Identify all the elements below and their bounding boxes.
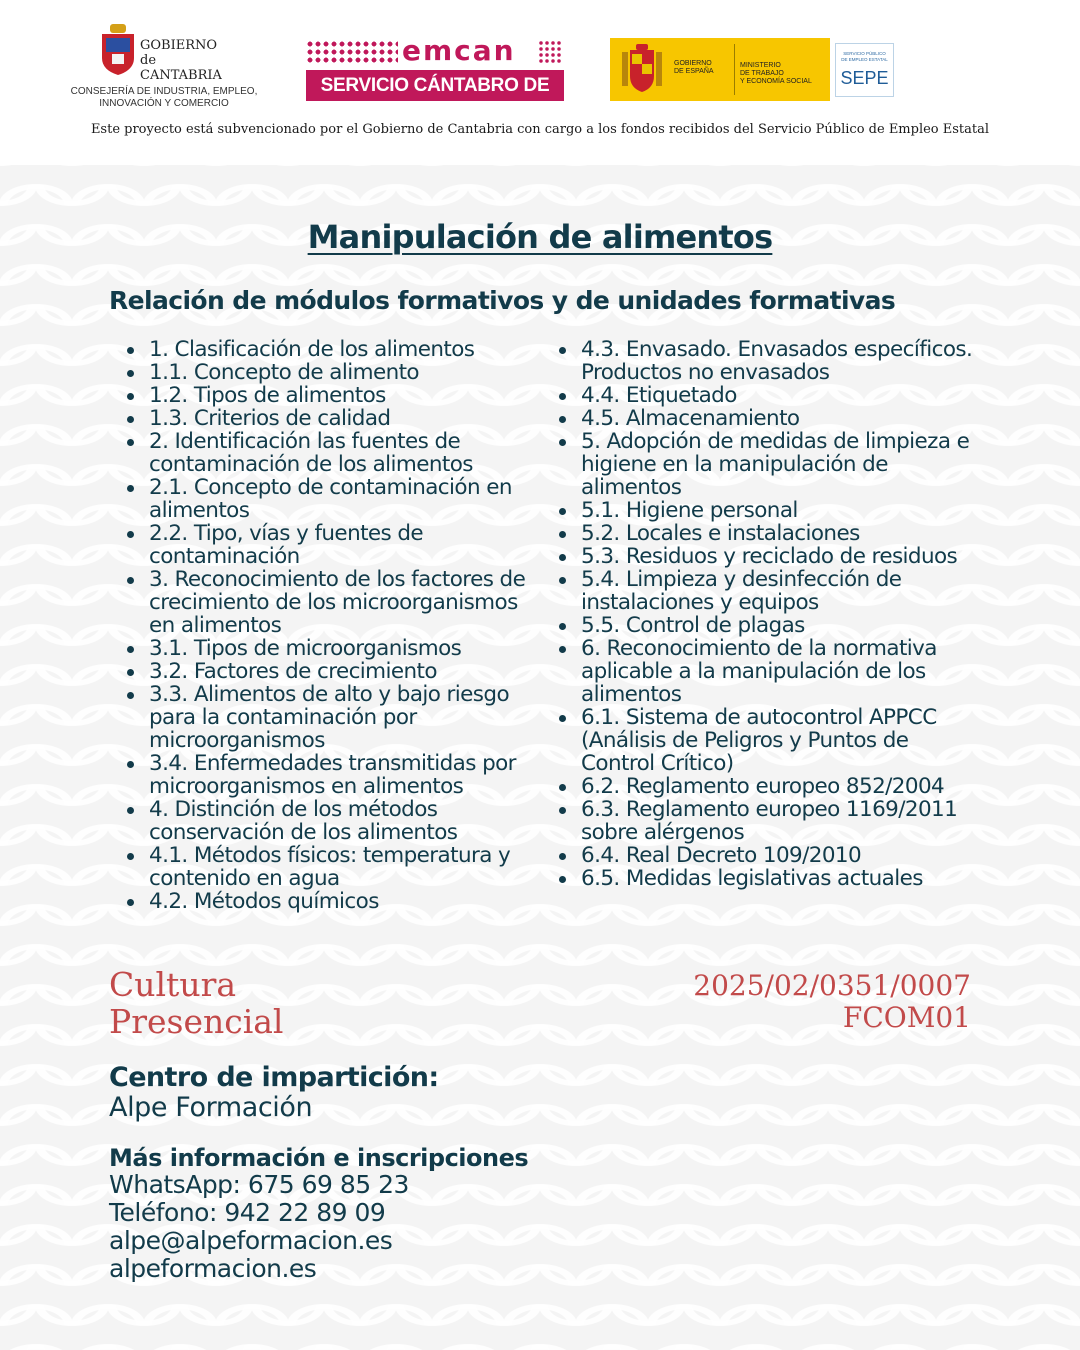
sepe-fullname: SERVICIO PÚBLICO DE EMPLEO ESTATAL <box>841 51 888 62</box>
course-modality <box>109 966 284 1040</box>
center-label: Centro de impartición: <box>109 1062 439 1093</box>
cantabria-consejeria: CONSEJERÍA DE INDUSTRIA, EMPLEO, INNOVACIÓN Y COMERCIO <box>70 86 258 109</box>
list-item: 3.2. Factores de crecimiento <box>124 660 544 683</box>
header-logos <box>0 0 1080 165</box>
emcan-dots-icon <box>306 40 398 64</box>
website-link[interactable]: alpeformacion.es <box>109 1254 317 1283</box>
spain-coat-of-arms-icon <box>620 44 664 94</box>
ministerio-text: MINISTERIO DE TRABAJO Y ECONOMÍA SOCIAL <box>740 62 812 85</box>
divider <box>734 44 735 95</box>
email-link[interactable]: alpe@alpeformacion.es <box>109 1226 393 1255</box>
center-name: Alpe Formación <box>109 1092 313 1123</box>
section-subtitle: Relación de módulos formativos y de unidades formativas <box>109 286 896 315</box>
course-mode: Presencial <box>109 1002 284 1041</box>
list-item: 5.5. Control de plagas <box>556 614 986 637</box>
list-item: 6.1. Sistema de autocontrol APPCC (Análisis de Peligros y Puntos de Control Crítico) <box>556 706 986 775</box>
list-item: 5.2. Locales e instalaciones <box>556 522 986 545</box>
gobierno-espana-text: GOBIERNO DE ESPAÑA <box>674 60 714 75</box>
list-item: 2. Identificación las fuentes de contaminación de los alimentos <box>124 430 544 476</box>
modules-list-left <box>124 338 544 913</box>
list-item: 6.3. Reglamento europeo 1169/2011 sobre alérgenos <box>556 798 986 844</box>
list-item: 5.3. Residuos y reciclado de residuos <box>556 545 986 568</box>
list-item: 5.4. Limpieza y desinfección de instalaciones y equipos <box>556 568 986 614</box>
list-item: 1. Clasificación de los alimentos <box>124 338 544 361</box>
list-item: 3.1. Tipos de microorganismos <box>124 637 544 660</box>
list-item: 3. Reconocimiento de los factores de crecimiento de los microorganismos en alimentos <box>124 568 544 637</box>
contact-details <box>109 1171 409 1283</box>
list-item: 4.5. Almacenamiento <box>556 407 986 430</box>
cantabria-name: GOBIERNO de CANTABRIA <box>140 38 222 83</box>
list-item: 4.2. Métodos químicos <box>124 890 544 913</box>
list-item: 5. Adopción de medidas de limpieza e higiene en la manipulación de alimentos <box>556 430 986 499</box>
list-item: 1.1. Concepto de alimento <box>124 361 544 384</box>
list-item: 4.3. Envasado. Envasados específicos. Productos no envasados <box>556 338 986 384</box>
expediente-number: 2025/02/0351/0007 <box>693 969 971 1002</box>
list-item: 6. Reconocimiento de la normativa aplicable a la manipulación de los alimentos <box>556 637 986 706</box>
list-item: 3.3. Alimentos de alto y bajo riesgo para la contaminación por microorganismos <box>124 683 544 752</box>
emcan-bar: SERVICIO CÁNTABRO DE EMPLEO <box>306 70 564 101</box>
list-item: 6.2. Reglamento europeo 852/2004 <box>556 775 986 798</box>
emcan-logo <box>306 34 564 127</box>
list-item: 2.1. Concepto de contaminación en alimentos <box>124 476 544 522</box>
list-item: 4. Distinción de los métodos conservación de los alimentos <box>124 798 544 844</box>
course-codes <box>693 970 971 1034</box>
whatsapp-contact[interactable]: WhatsApp: 675 69 85 23 <box>109 1170 409 1199</box>
list-item: 2.2. Tipo, vías y fuentes de contaminación <box>124 522 544 568</box>
page-title: Manipulación de alimentos <box>307 218 773 256</box>
course-code: FCOM01 <box>842 1001 971 1034</box>
emcan-grid-icon <box>538 40 562 64</box>
funding-note: Este proyecto está subvencionado por el Gobierno de Cantabria con cargo a los fondos recibidos del Servicio Público de Empleo Estatal <box>90 122 990 137</box>
gobierno-cantabria-logo <box>68 20 260 112</box>
list-item: 4.4. Etiquetado <box>556 384 986 407</box>
modules-list-right <box>556 338 986 890</box>
list-item: 1.2. Tipos de alimentos <box>124 384 544 407</box>
list-item: 4.1. Métodos físicos: temperatura y contenido en agua <box>124 844 544 890</box>
list-item: 5.1. Higiene personal <box>556 499 986 522</box>
list-item: 6.4. Real Decreto 109/2010 <box>556 844 986 867</box>
sepe-wordmark: SEPE <box>840 68 889 88</box>
gobierno-espana-logo <box>610 38 830 101</box>
list-item: 6.5. Medidas legislativas actuales <box>556 867 986 890</box>
sepe-logo <box>835 43 894 97</box>
cantabria-coat-of-arms-icon <box>98 24 138 76</box>
emcan-wordmark: emcan <box>402 34 516 67</box>
list-item: 3.4. Enfermedades transmitidas por microorganismos en alimentos <box>124 752 544 798</box>
contact-label: Más información e inscripciones <box>109 1144 529 1172</box>
phone-contact[interactable]: Teléfono: 942 22 89 09 <box>109 1198 386 1227</box>
course-family: Cultura <box>109 965 237 1004</box>
list-item: 1.3. Criterios de calidad <box>124 407 544 430</box>
